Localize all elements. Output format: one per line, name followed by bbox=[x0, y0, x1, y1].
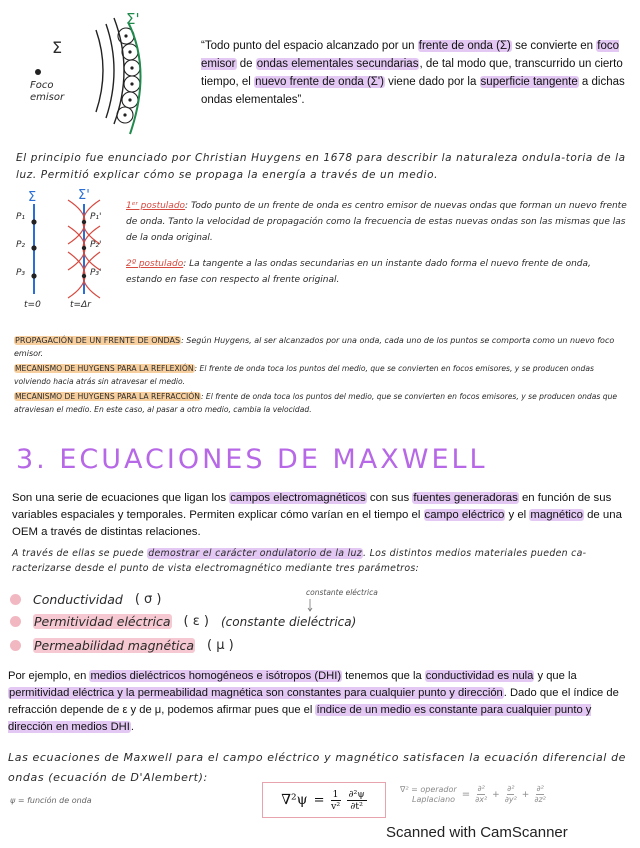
mechanism-refraction bbox=[14, 390, 628, 416]
quote-text: “Todo punto del espacio alcanzado por un bbox=[201, 40, 418, 52]
dhi-text: y que la bbox=[534, 670, 577, 682]
maxwell-text: con sus bbox=[366, 492, 413, 504]
figure1-sigma: Σ bbox=[52, 38, 63, 57]
laplacian-term bbox=[475, 784, 487, 805]
maxwell-text: y el bbox=[505, 509, 530, 521]
laplacian-label-line1: ∇² = operador bbox=[400, 784, 457, 794]
dhi-highlight: conductividad es nula bbox=[425, 670, 534, 682]
bullet-dot bbox=[10, 616, 21, 627]
params-intro-text: A través de ellas se puede bbox=[12, 548, 148, 559]
point-p1-prime: P₁' bbox=[90, 212, 102, 222]
mechanism-refraction-label: MECANISMO DE HUYGENS PARA LA REFRACCIÓN bbox=[15, 392, 200, 401]
parameter-name: Permitividad eléctrica bbox=[34, 614, 171, 629]
laplacian-plus: + bbox=[492, 789, 500, 800]
laplacian-label bbox=[400, 785, 457, 805]
parameter-symbol: ( ε ) bbox=[183, 614, 209, 629]
point-p2: P₂ bbox=[16, 240, 26, 250]
quote-highlight: frente de onda (Σ) bbox=[418, 40, 511, 52]
time-zero-label: t=0 bbox=[24, 300, 41, 310]
focus-label-line2: emisor bbox=[30, 92, 65, 103]
point-p3: P₃ bbox=[16, 268, 26, 278]
annotation-arrow bbox=[306, 598, 318, 612]
huygens-quote bbox=[201, 37, 629, 109]
mechanism-propagation-text: : Según Huygens, al ser alcanzados por una onda, cada uno de los puntos se comporta como un nuevo foco emisor. bbox=[14, 336, 615, 358]
term-denominator: ∂z² bbox=[534, 795, 546, 804]
time-delta-label: t=Δr bbox=[70, 300, 91, 310]
parameters-intro bbox=[12, 546, 630, 576]
maxwell-highlight: campo eléctrico bbox=[424, 509, 505, 521]
new-wavefront-arc bbox=[128, 22, 141, 134]
maxwell-text: de una OEM a través de distintas relaciones. bbox=[12, 509, 622, 538]
maxwell-text: en función de sus variables espaciales y temporales. Permiten explicar cómo varían en el tiempo el bbox=[12, 492, 612, 521]
parameter-symbol: ( μ ) bbox=[207, 638, 234, 653]
parameter-item bbox=[10, 638, 234, 653]
focus-point bbox=[35, 69, 41, 75]
mechanism-reflection bbox=[14, 362, 628, 388]
dhi-text: Por ejemplo, en bbox=[8, 670, 90, 682]
bullet-dot bbox=[10, 640, 21, 651]
maxwell-intro-paragraph bbox=[12, 490, 632, 541]
parameter-extra: (constante dieléctrica) bbox=[220, 614, 357, 629]
parameter-name: Conductividad bbox=[33, 592, 123, 607]
mechanism-propagation bbox=[14, 334, 628, 360]
maxwell-text: Son una serie de ecuaciones que ligan los bbox=[12, 492, 230, 504]
dhi-paragraph bbox=[8, 668, 632, 736]
formula-fraction-1 bbox=[331, 789, 341, 812]
mechanism-reflection-text: : El frente de onda toca los puntos del medio, que se convierten en focos emisores, y se producen ondas volviendo hacia atrás sin atravesar el medio. bbox=[14, 364, 594, 386]
dhi-text: tenemos que la bbox=[342, 670, 425, 682]
quote-highlight: superficie tangente bbox=[480, 76, 578, 88]
quote-highlight: ondas elementales secundarias bbox=[256, 58, 419, 70]
parameter-item bbox=[10, 614, 356, 629]
fraction-denominator: v² bbox=[330, 800, 341, 812]
camscanner-watermark: Scanned with CamScanner bbox=[386, 824, 568, 841]
focus-label-line1: Foco bbox=[30, 80, 54, 91]
formula-equals: = bbox=[313, 792, 325, 808]
dhi-highlight: índice de un medio es constante para cualquier punto y dirección en medios DHI bbox=[8, 704, 592, 733]
parameter-item bbox=[10, 592, 161, 607]
dhi-highlight: medios dieléctricos homogéneos e isótropos (DHI) bbox=[90, 670, 342, 682]
huygens-wavefront-figure bbox=[18, 8, 178, 140]
term-numerator: ∂² bbox=[536, 784, 544, 793]
mechanism-reflection-label: MECANISMO DE HUYGENS PARA LA REFLEXIÓN bbox=[15, 364, 194, 373]
dhi-text: . Dado que el índice de refracción depende de ε y de μ, podemos afirmar pues que el bbox=[8, 687, 619, 716]
maxwell-highlight: fuentes generadoras bbox=[413, 492, 518, 504]
fraction-denominator: ∂t² bbox=[350, 800, 363, 812]
laplacian-term bbox=[534, 784, 546, 805]
laplacian-note bbox=[400, 784, 546, 805]
mechanism-propagation-label: PROPAGACIÓN DE UN FRENTE DE ONDAS bbox=[15, 336, 181, 345]
params-intro-highlight: demostrar el carácter ondulatorio de la luz bbox=[148, 548, 363, 559]
laplacian-label-line2: Laplaciano bbox=[412, 794, 456, 804]
maxwell-highlight: campos electromagnéticos bbox=[230, 492, 366, 504]
laplacian-equals: = bbox=[461, 789, 471, 800]
dhi-text: . bbox=[130, 721, 134, 733]
laplacian-term bbox=[505, 784, 517, 805]
bullet-dot bbox=[10, 594, 21, 605]
postulate-1 bbox=[126, 198, 628, 246]
point-p2-prime: P₂' bbox=[90, 240, 102, 250]
postulate-1-text: : Todo punto de un frente de onda es centro emisor de nuevas ondas que forman un nuevo frente de onda. Tanto la velocidad de propagación como la frecuencia de estas nuevas ondas son las mismas que las de la onda original. bbox=[126, 201, 627, 243]
fraction-numerator: 1 bbox=[332, 788, 339, 800]
term-numerator: ∂² bbox=[477, 784, 485, 793]
figure2-sigma: Σ bbox=[28, 190, 37, 205]
quote-text: viene dado por la bbox=[384, 76, 480, 88]
quote-highlight: foco emisor bbox=[201, 40, 620, 70]
dhi-highlight: permitividad eléctrica y la permeabilidad magnética son constantes para cualquier punto y dirección bbox=[9, 687, 503, 699]
figure2-sigma-prime: Σ' bbox=[78, 188, 90, 203]
formula-lhs: ∇²ψ bbox=[281, 792, 308, 808]
psi-note: ψ = función de onda bbox=[10, 796, 92, 805]
formula-fraction-2 bbox=[347, 789, 367, 812]
maxwell-highlight: magnético bbox=[530, 509, 583, 521]
postulate-2 bbox=[126, 256, 628, 288]
figure1-sigma-prime: Σ' bbox=[126, 10, 140, 28]
quote-text: de bbox=[236, 58, 256, 70]
point-p1: P₁ bbox=[16, 212, 26, 222]
huygens-intro: El principio fue enunciado por Christian Huygens en 1678 para describir la naturaleza ondula-toria de la luz. Permitió explicar cómo se propaga la energía a través de un medio. bbox=[16, 152, 626, 181]
dalembert-formula-box bbox=[262, 782, 386, 818]
laplacian-plus: + bbox=[521, 789, 530, 800]
wave-equation-text: Las ecuaciones de Maxwell para el campo eléctrico y magnético satisfacen la ecuación diferencial de ondas (ecuación de D'Alembert): bbox=[8, 751, 627, 784]
postulate-2-text: : La tangente a las ondas secundarias en un instante dado forma el nuevo frente de onda, estando en fase con respecto al frente original. bbox=[126, 259, 591, 285]
point-p3-prime: P₃' bbox=[90, 268, 102, 278]
postulate-2-label: 2º postulado bbox=[126, 259, 184, 269]
constant-annotation: constante eléctrica bbox=[306, 588, 378, 597]
parameter-symbol: ( σ ) bbox=[134, 592, 162, 607]
term-denominator: ∂x² bbox=[475, 795, 488, 804]
params-intro-text: . Los distintos medios materiales pueden ca-racterizarse desde el punto de vista electromagnético mediante tres parámetros: bbox=[12, 548, 587, 574]
quote-text: se convierte en bbox=[511, 40, 597, 52]
mechanism-refraction-text: : El frente de onda toca los puntos del medio, que se convierten en focos emisores, y se producen ondas que atraviesan el medio. En este caso, al pasar a otro medio, cambia la velocidad. bbox=[14, 392, 618, 414]
quote-text: , de tal modo que, transcurrido un cierto tiempo, el bbox=[201, 58, 623, 88]
term-numerator: ∂² bbox=[507, 784, 515, 793]
quote-text: a dichas ondas elementales”. bbox=[201, 76, 625, 106]
postulate-1-label: 1ᵉʳ postulado bbox=[126, 201, 186, 211]
quote-highlight: nuevo frente de onda (Σ') bbox=[255, 76, 384, 88]
section-title: 3. ECUACIONES DE MAXWELL bbox=[16, 444, 488, 475]
parameter-name: Permeabilidad magnética bbox=[34, 638, 195, 653]
term-denominator: ∂y² bbox=[504, 795, 517, 804]
fraction-numerator: ∂²ψ bbox=[348, 788, 365, 800]
